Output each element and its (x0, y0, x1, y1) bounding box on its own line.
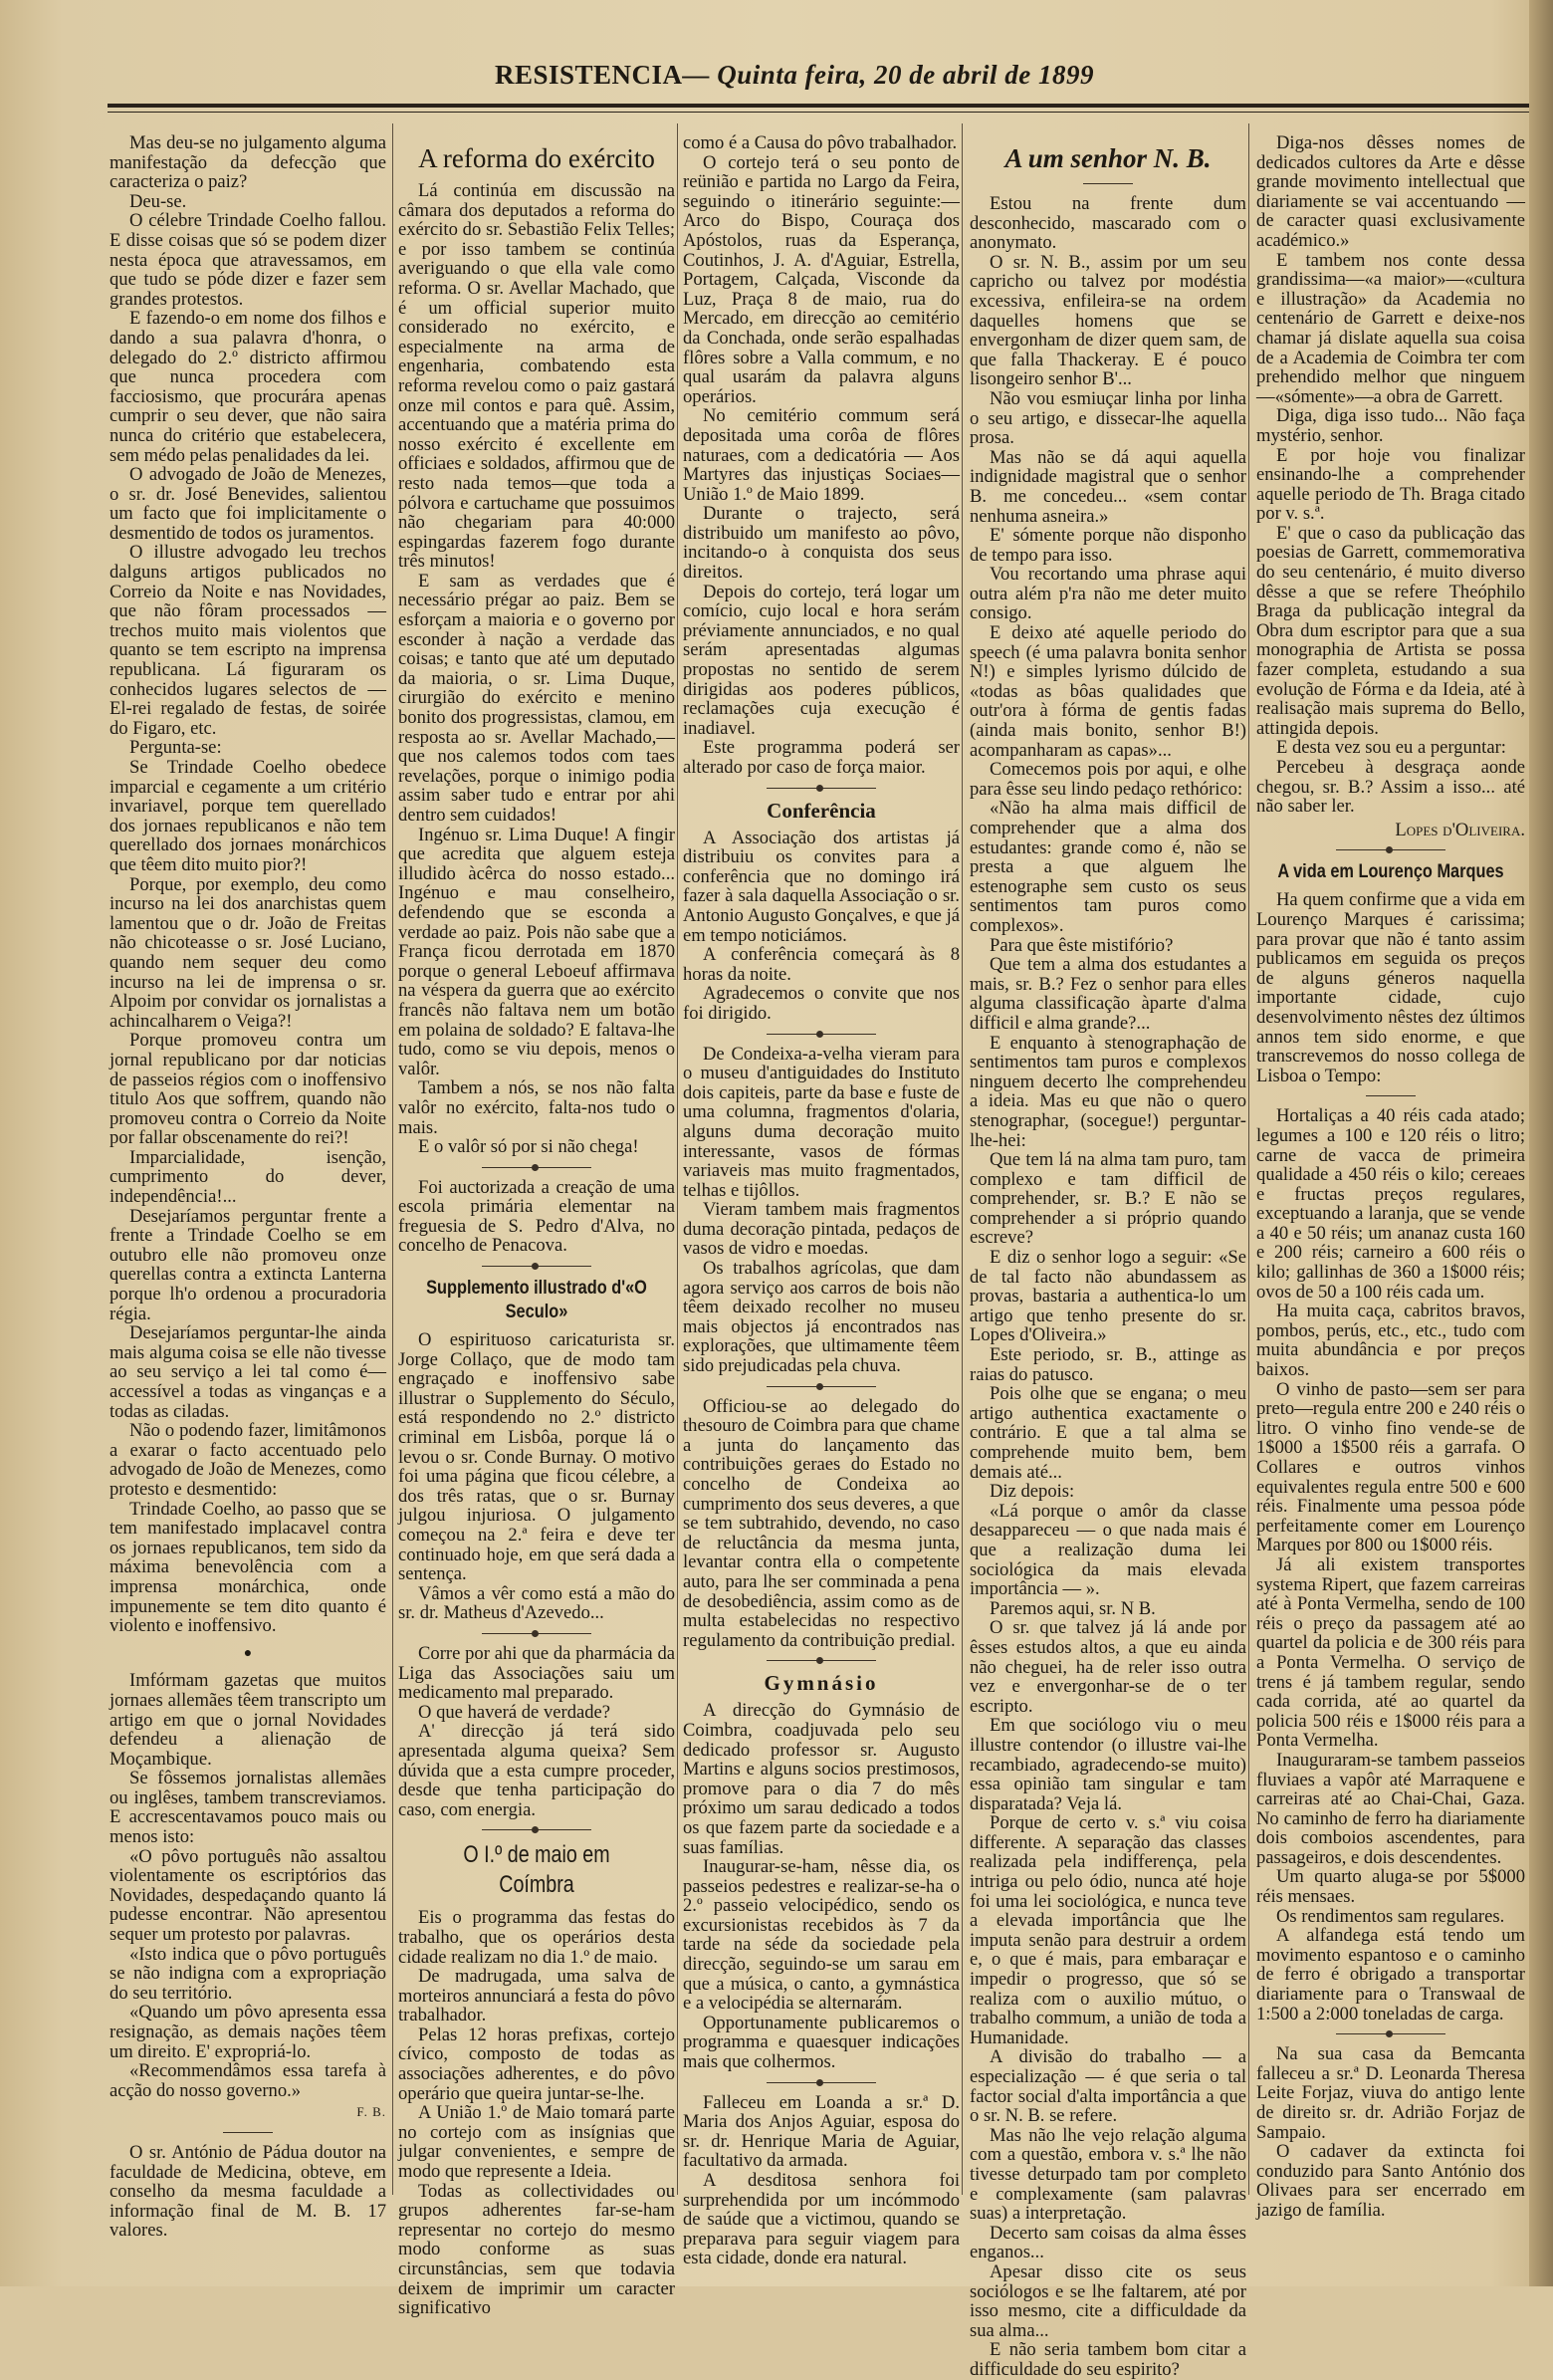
paragraph: Agradecemos o convite que nos foi dirigido. (683, 983, 960, 1024)
paragraph: Corre por ahi que da pharmácia da Liga das Associações saiu um medicamento mal preparado. (398, 1642, 675, 1704)
column-divider (962, 123, 963, 2195)
separator (767, 1034, 876, 1035)
masthead (108, 60, 1481, 91)
paragraph: O cortejo terá o seu ponto de reünião e partida no Largo da Feira, seguindo o itinerário seguinte:—Arco do Bispo, Couraça dos Apóstolos, ruas da Esperança, Coutinhos, J. A. d'Aguiar, Estrella, Portagem, Calçada, Visconde da Luz, Praça 8 de maio, rua do Mercado, em direcção ao cemitério da Conchada, onde serão espalhadas flôres sobre a Valla commum, e no qual usarám da palavra alguns operários. (683, 151, 960, 407)
paragraph: Opportunamente publicaremos o programma e quaesquer indicações mais que colhermos. (683, 2012, 960, 2073)
column-divider (392, 123, 393, 2195)
paragraph: No cemitério commum será depositada uma corôa de flôres naturaes, com a dedicatória — Aos Martyres das injustiças Sociaes— União 1.º de Maio 1899. (683, 405, 960, 505)
paragraph: O que haverá de verdade? (418, 1701, 611, 1723)
paragraph: «Não ha alma mais difficil de comprehender que a alma dos estudantes: grande como é, não se presta a que alguem lhe estenographe sem custo os seus sentimentos tam puros como complexos». (970, 798, 1246, 936)
paragraph: A' direcção já terá sido apresentada alguma queixa? Sem dúvida que a esta cumpre proceder, desde que tenha participação do caso, com energia. (398, 1721, 675, 1820)
paragraph: Inauguraram-se tambem passeios fluviaes a vapôr até Marraquene e carreiras até ao Chai-Chai, Gaza. No caminho de ferro ha diariamente dois comboios ascendentes, para passageiros, e dois descendentes. (1256, 1749, 1525, 1868)
paragraph: Deu-se. (129, 190, 187, 212)
paragraph: Durante o trajecto, será distribuido um manifesto ao pôvo, incitando-o à conquista dos seus direitos. (683, 503, 960, 584)
paragraph: Diga, diga isso tudo... Não faça mystério, senhor. (1256, 405, 1525, 446)
paragraph: Este programma poderá ser alterado por caso de força maior. (683, 737, 960, 778)
paragraph: Imparcialidade, isenção, cumprimento do dever, independência!... (110, 1146, 386, 1208)
paragraph: A alfandega está tendo um movimento espantoso e o caminho de ferro é obrigado a transportar diariamente para o Transwaal de 1:500 a 2:000 toneladas de carga. (1256, 1925, 1525, 2024)
article-signature: Lopes d'Oliveira. (1395, 819, 1525, 840)
separator (1366, 1095, 1416, 1096)
column-4 (970, 133, 1246, 2380)
paragraph: E diz o senhor logo a seguir: «Se de tal facto não abundassem as provas, bastaria a authentica-lo um artigo que tenho presente do sr. Lopes d'Oliveira.» (970, 1247, 1246, 1346)
paragraph: Vieram tambem mais fragmentos duma decoração pintada, pedaços de vasos de vidro e moedas. (683, 1199, 960, 1260)
paragraph: Os rendimentos sam regulares. (1276, 1905, 1505, 1927)
paragraph: Diz depois: (990, 1481, 1075, 1503)
paragraph: O advogado de João de Menezes, o sr. dr. José Benevides, salientou um facto que foi implicitamente o desmentido de todos os juramentos. (110, 464, 386, 544)
paragraph: O vinho de pasto—sem ser para preto—regula entre 200 e 240 réis o litro. O vinho fino vende-se de 1$000 a 1$500 réis a garrafa. O Collares e outros vinhos equivalentes regula entre 500 e 600 réis. Finalmente uma pessoa póde perfeitamente comer em Lourenço Marques por 800 ou 1$000 réis. (1256, 1378, 1525, 1556)
paragraph: «Quando um pôvo apresenta essa resignação, as demais nações têem um direito. E' expropriá-lo. (110, 2002, 386, 2062)
paragraph: De Condeixa-a-velha vieram para o museu d'antiguidades do Instituto dois capiteis, parte da base e fuste de uma columna, fragmentos d'olaria, alguns duma decoração muito interessante, vasos de fórmas variaveis mas muito fragmentados, telhas e tijôllos. (683, 1043, 960, 1201)
separator (767, 1660, 876, 1661)
column-2 (398, 133, 675, 2319)
paragraph: Já ali existem transportes systema Ripert, que fazem carreiras até à Ponta Vermelha, sendo de 100 réis o preço da passagem até ao quartel da policia e de 300 réis para a Ponta Vermelha. O serviço de trens é já tambem regular, sendo cada corrida, até ao quartel da policia 500 réis e 1$000 réis para a Ponta Vermelha. (1256, 1553, 1525, 1752)
paragraph: Pois olhe que se engana; o meu artigo authentica exactamente o contrário. E que a tal alma se comprehende muito bem, bem demais até... (970, 1383, 1246, 1483)
paragraph: Vou recortando uma phrase aqui outra além p'ra não me deter muito consigo. (970, 564, 1246, 624)
masthead-rule (108, 104, 1543, 108)
paragraph: A divisão do trabalho — a especialização — é que seria o tal factor social d'alta importância a que o sr. N. B. se refere. (970, 2046, 1246, 2127)
column-1 (110, 132, 386, 2242)
paragraph: A Associação dos artistas já distribuiu os convites para a conferência que no domingo irá fazer à sala daquella Associação o sr. Antonio Augusto Gonçalves, e que já em tempo noticiámos. (683, 827, 960, 946)
paragraph: Officiou-se ao delegado do thesouro de Coimbra para que chame a junta do lançamento das contribuições geraes do Estado no concelho de Condeixa ao cumprimento dos seus deveres, a que se tem subtrahido, devendo, no caso de reluctância da mesma junta, levantar contra ella o competente auto, para lhe ser comminada a pena de desobediência, assim como as de multa estabelecidas no respectivo regulamento da contribuição predial. (683, 1395, 960, 1651)
paragraph: Todas as collectividades ou grupos adherentes far-se-ham representar no cortejo do mesmo modo conforme as suas circunstâncias, sem que todavia deixem de imprimir um caracter significativo (398, 2180, 675, 2319)
paragraph: De madrugada, uma salva de morteiros annunciará a festa do pôvo trabalhador. (398, 1966, 675, 2026)
paragraph: E enquanto à stenographação de sentimentos tam puros e complexos ninguem decerto lhe comprehendeu a ideia. Mas eu que não o quero stenographar, (socegue!) perguntar-lhe-hei: (970, 1032, 1246, 1151)
separator (223, 2132, 273, 2133)
paragraph: Desejaríamos perguntar frente a frente a Trindade Coelho se em outubro elle não promoveu onze querellas contra a extincta Lanterna porque lh'o ordenou a procuradoria régia. (110, 1205, 386, 1324)
paragraph: Eis o programma das festas do trabalho, que os operários desta cidade realizam no dia 1.º de maio. (398, 1907, 675, 1968)
paragraph: Este periodo, sr. B., attinge as raias do patusco. (970, 1344, 1246, 1385)
paragraph: Estou na frente dum desconhecido, mascarado com o anonymato. (970, 193, 1246, 254)
separator (1336, 849, 1445, 850)
separator (1083, 183, 1133, 184)
paragraph: Trindade Coelho, ao passo que se tem manifestado implacavel contra os jornaes republicanos, tem sido da máxima benevolência com a imprensa monárchica, onde impunemente se tem dito quanto é violento e inoffensivo. (110, 1498, 386, 1637)
column-divider (677, 123, 678, 2195)
page-edge (1529, 0, 1553, 2286)
paragraph: Que tem lá na alma tam puro, tam complexo e tam difficil de comprehender, sr. B.? E não se comprehender a si próprio quando escreve? (970, 1149, 1246, 1249)
separator (767, 788, 876, 789)
headline-gymnasio: Gymnásio (764, 1671, 879, 1696)
paragraph: como é a Causa do pôvo trabalhador. (683, 132, 958, 153)
paragraph: O sr. que talvez já lá ande por êsses estudos altos, a que eu ainda não cheguei, ha de reler isso outra vez e envergonhar-se de o ter escripto. (970, 1617, 1246, 1717)
issue-date: — Quinta feira, 20 de abril de 1899 (682, 60, 1095, 90)
paragraph: Um quarto aluga-se por 5$000 réis mensaes. (1256, 1866, 1525, 1908)
paragraph: «Lá porque o amôr da classe desappareceu — o que nada mais é que a realização duma lei sociológica da mais elevada importância — ». (970, 1500, 1246, 1600)
headline-supplemento: Supplemento illustrado d'«O Seculo» (426, 1278, 647, 1323)
paragraph: Para que êste mistifório? (990, 934, 1174, 956)
paragraph: Desejaríamos perguntar-lhe ainda mais alguma coisa se elle não tivesse ao seu serviço a lei tal como é—accessível a todas as vinganças e a todas as ciladas. (110, 1322, 386, 1422)
column-divider (1248, 123, 1249, 2195)
paragraph: Mas deu-se no julgamento alguma manifestação da defecção que caracteriza o paiz? (110, 132, 386, 193)
section-dot: ● (243, 1645, 253, 1661)
paragraph: «O pôvo português não assaltou violentamente os escriptórios das Novidades, despedaçando quanto lá pudesse encontrar. Não apresentou sequer um protesto por palavras. (110, 1845, 386, 1946)
paragraph: E o valôr só por si não chega! (418, 1136, 639, 1158)
paragraph: Falleceu em Loanda a sr.ª D. Maria dos Anjos Aguiar, esposa do sr. dr. Henrique Maria de Aguiar, facultativo da armada. (683, 2091, 960, 2172)
paragraph: Em que sociólogo viu o meu illustre contendor (o illustre vai-lhe recambiado, agradecendo-se muito) essa opinião tam singular e tam disparatada? Veja lá. (970, 1715, 1246, 1814)
paragraph: Apesar disso cite os seus sociólogos e se lhe faltarem, até por isso mesmo, cite a difficuldade da sua alma... (970, 2261, 1246, 2341)
paragraph: Porque de certo v. s.ª viu coisa differente. A separação das classes realizada pela indifferença, pela intriga ou pelo ódio, nunca até hoje foi uma lei sociológica, e nunca teve a elevada importância que lhe imputa senão para destruir a ordem e, o que é mais, para embaraçar e impedir o progresso, que só se realiza com o auxilio mútuo, o trabalho commum, a união de toda a Humanidade. (970, 1812, 1246, 2048)
separator (482, 1167, 591, 1168)
paragraph: Que tem a alma dos estudantes a mais, sr. B.? Fez o senhor para elles alguma classificação àparte d'alma difficil e alma grande?... (970, 954, 1246, 1034)
column-5 (1256, 132, 1525, 2221)
paragraph: E tambem nos conte dessa grandissima—«a maior»—«cultura e illustração» da Academia no centenário de Garrett e deixe-nos chamar já dislate aquella sua coisa de a Academia de Coimbra ter com prehendido melhor que ninguem—«sómente»—a obra de Garrett. (1256, 249, 1525, 407)
paragraph: E deixo até aquelle periodo do speech (é uma palavra bonita senhor N!) e simples lyrismo dúlcido de «todas as bôas qualidades que outr'ora à fórma de gentis fadas (ainda mais bonito, senhor B!) acompanharam as capas»... (970, 622, 1246, 761)
paragraph: Vâmos a vêr como está a mão do sr. dr. Matheus d'Azevedo... (398, 1582, 675, 1624)
paragraph: A União 1.º de Maio tomará parte no cortejo com as insígnias que julgar convenientes, e sempre de modo que represente a Ideia. (398, 2102, 675, 2183)
paragraph: A direcção do Gymnásio de Coimbra, coadjuvada pelo seu dedicado professor sr. Augusto Martins e alguns socios prestimosos, promove para o dia 7 do mês próximo um sarau dedicado a todos os que fazem parte da sociedade e a suas famílias. (683, 1700, 960, 1858)
paragraph: O célebre Trindade Coelho fallou. E disse coisas que só se podem dizer nesta época que atravessamos, em que tudo se póde dizer e fazer sem grandes protestos. (110, 210, 386, 310)
paragraph: Diga-nos dêsses nomes de dedicados cultores da Arte e dêsse grande movimento intellectual que diariamente se vai accentuando — de caracter quasi exclusivamente académico.» (1256, 132, 1525, 251)
paragraph: E' sómente porque não disponho de tempo para isso. (970, 525, 1246, 566)
headline-reforma: A reforma do exército (418, 143, 655, 173)
paragraph: O illustre advogado leu trechos dalguns artigos publicados no Correio da Noite e nas Novidades, que não fôram processados — trechos muito mais violentos que quanto se tem escripto na imprensa republicana. Lá figuraram os conhecidos lugares selectos de — El-rei regalado de festas, de soirée do Figaro, etc. (110, 542, 386, 739)
separator (482, 1633, 591, 1634)
paragraph: Paremos aqui, sr. N B. (990, 1597, 1156, 1619)
paragraph: A desditosa senhora foi surprehendida por um incómmodo de saúde que a victimou, quando se preparava para seguir viagem para esta cidade, donde era natural. (683, 2170, 960, 2269)
paragraph: E fazendo-o em nome dos filhos e dando a sua palavra d'honra, o delegado do 2.º districto affirmou que nunca procedera com facciosismo, que procurára apenas cumprir o seu dever, que não saira nunca do critério que estabelecera, sem médo pelas penalidades da lei. (110, 308, 386, 466)
separator (767, 1386, 876, 1387)
headline-um-senhor: A um senhor N. B. (1004, 143, 1212, 173)
headline-primeiro-maio: O I.º de maio em Coímbra (463, 1841, 610, 1899)
separator (1336, 2033, 1445, 2034)
paragraph: Percebeu à desgraça aonde chegou, sr. B.? Assim a isso... até não saber ler. (1256, 757, 1525, 818)
paragraph: Se Trindade Coelho obedece imparcial e cegamente a um critério invariavel, porque tem querellado dos jornaes republicanos e não tem querellado dos jornaes monárchicos que têem dito muito pior?! (110, 757, 386, 875)
separator (482, 1829, 591, 1830)
paragraph: Na sua casa da Bemcanta falleceu a sr.ª D. Leonarda Theresa Leite Forjaz, viuva do antigo lente de direito sr. dr. Adrião Forjaz de Sampaio. (1256, 2043, 1525, 2143)
paragraph: Ingénuo sr. Lima Duque! A fingir que acredita que alguem esteja illudido àcêrca do nosso estado... Ingénuo e mau conselheiro, defendendo que se esconda a verdade ao paiz. Pois não sabe que a França ficou derrotada em 1870 porque o general Leboeuf affirmava na véspera da guerra que ao exército francês não faltava nem um botão em polaina de soldado? E faltava-lhe tudo, como se viu depois, menos o valôr. (398, 824, 675, 1079)
paragraph: Porque, por exemplo, deu como incurso na lei dos anarchistas quem lamentou que o dr. João de Freitas não chicoteasse o sr. José Luciano, quando nem sequer deu como incurso na lei de imprensa o sr. Alpoim por convidar os jornalistas a achincalharem o Veiga?! (110, 873, 386, 1032)
paragraph: E' que o caso da publicação das poesias de Garrett, commemorativa do seu centenário, é muito diverso dêsse a que se refere Theóphilo Braga da publicação integral da Obra dum escriptor para que a sua monographia de Artista se possa fazer completa, estudando a sua evolução de Fórma e da Ideia, até à realisação mais suprema do Bello, attingida depois. (1256, 522, 1525, 739)
masthead-rule-thin (108, 112, 1543, 113)
paragraph: O sr. António de Pádua doutor na faculdade de Medicina, obteve, em conselho da mesma faculdade a informação final de M. B. 17 valores. (110, 2141, 386, 2242)
paragraph: A conferência começará às 8 horas da noite. (683, 944, 960, 985)
paragraph: Inaugurar-se-ham, nêsse dia, os passeios pedestres e realizar-se-ha o 2.º passeio velocipédico, sendo os excursionistas recebidos às 7 da tarde na séde da sociedade pela direcção, seguindo-se um sarau em que a música, o canto, a gymnástica e a velocipédia se alternarám. (683, 1856, 960, 2015)
paragraph: Os trabalhos agrícolas, que dam agora serviço aos carros de bois não têem deixado recolher no museu mais objectos já encontrados nas explorações, que ultimamente têem sido prejudicadas pela chuva. (683, 1258, 960, 1377)
paragraph: O sr. N. B., assim por um seu capricho ou talvez por modéstia excessiva, enfileira-se na ordem daquelles homens que se envergonham de dizer quem sam, de que falla Thackeray. E é pouco lisongeiro senhor B'... (970, 251, 1246, 390)
article-signature: F. B. (356, 2104, 386, 2120)
paragraph: Pelas 12 horas prefixas, cortejo cívico, composto de todas as associações adherentes, e do pôvo operário que queira juntar-se-lhe. (398, 2023, 675, 2104)
paragraph: Ha muita caça, cabritos bravos, pombos, perús, etc., etc., tudo com muita abundância e por preços baixos. (1256, 1301, 1525, 1381)
paragraph: E por hoje vou finalizar ensinando-lhe a comprehender aquelle periodo de Th. Braga citado por v. s.ª. (1256, 444, 1525, 525)
paragraph: Comecemos pois por aqui, e olhe para êsse seu lindo pedaço rethórico: (970, 759, 1246, 800)
paragraph: O espirituoso caricaturista sr. Jorge Collaço, que de modo tam engraçado e inoffensivo sabe illustrar o Supplemento do Século, está respondendo no 2.º districto criminal em Lisbôa, porque lá o levou o sr. Conde Burnay. O motivo foi uma página que ficou célebre, a dos três ratas, que o sr. Burnay julgou injuriosa. O julgamento começou na 2.ª feira e deve ter continuado hoje, em que será dada a sentença. (398, 1329, 675, 1585)
paragraph: Tambem a nós, se nos não falta valôr no exército, falta-nos tudo o mais. (398, 1077, 675, 1138)
separator (767, 2082, 876, 2083)
paragraph: Não o podendo fazer, limitâmonos a exarar o facto accentuado pelo advogado de João de Menezes, como protesto e desmentido: (110, 1420, 386, 1500)
paragraph: Não vou esmiuçar linha por linha o seu artigo, e dissecar-lhe aquella prosa. (970, 387, 1246, 449)
separator (482, 1266, 591, 1267)
paragraph: Lá continúa em discussão na câmara dos deputados a reforma do exército do sr. Sebastião Felix Telles; e por isso tambem se continúa averiguando o que ella vale como reforma. O sr. Avellar Machado, que é um official superior muito considerado no exército, e especialmente na arma de engenharia, combatendo esta reforma revelou como o paiz gastará onze mil contos e para quê. Assim, accentuando que a matéria prima do nosso exército é excellente em officiaes e soldados, affirmou que de resto nada temos—que toda a pólvora e cartuchame que possuimos não chegariam para 40:000 espingardas fazerem fogo durante três minutos! (398, 180, 675, 573)
paper-name: RESISTENCIA (494, 60, 683, 90)
paragraph: E não seria tambem bom citar a difficuldade do seu espirito? (970, 2339, 1246, 2380)
paragraph: Mas não lhe vejo relação alguma com a questão, embora v. s.ª lhe não tivesse deturpado tam por completo e complexamente (sam palavras suas) a interpretação. (970, 2124, 1246, 2225)
paragraph: «Recommendâmos essa tarefa à acção do nosso governo.» (110, 2060, 386, 2101)
paragraph: Decerto sam coisas da alma êsses enganos... (970, 2222, 1246, 2263)
paragraph: Pergunta-se: (129, 737, 222, 759)
paragraph: Hortaliças a 40 réis cada atado; legumes a 100 e 120 réis o litro; carne de vacca de primeira qualidade a 450 réis o kilo; cereaes e fructas preços regulares, exceptuando a laranja, que se vende a 40 e 50 réis; um ananaz custa 160 e 200 réis; carneiro a 600 réis o kilo; gallinhas de 360 a 1$000 réis; ovos de 50 a 100 réis cada um. (1256, 1105, 1525, 1303)
paragraph: Imfórmam gazetas que muitos jornaes allemães têem transcripto um artigo em que o jornal Novidades defendeu a alienação de Moçambique. (110, 1670, 386, 1770)
paragraph: Foi auctorizada a creação de uma escola primária elementar na freguesia de S. Pedro d'Alva, no concelho de Penacova. (398, 1176, 675, 1257)
column-3 (683, 132, 960, 2269)
paragraph: Depois do cortejo, terá logar um comício, cujo local e hora serám préviamente annunciados, e no qual serám apresentadas algumas propostas no sentido de serem dirigidas aos poderes públicos, reclamações cuja execução é inadiavel. (683, 581, 960, 739)
paragraph: O cadaver da extincta foi conduzido para Santo António dos Olivaes para ser encerrado em jazigo de família. (1256, 2141, 1525, 2221)
paragraph: E desta vez sou eu a perguntar: (1276, 737, 1506, 759)
paragraph: Mas não se dá aqui aquella indignidade magistral que o senhor B. me concedeu... «sem contar nenhuma asneira.» (970, 446, 1246, 527)
paragraph: Porque promoveu contra um jornal republicano por dar noticias de passeios régios com o inoffensivo titulo Aos que soffrem, quando não promoveu contra o Correio da Noite por fallar obscenamente do rei?! (110, 1030, 386, 1149)
headline-lourenco-marques: A vida em Lourenço Marques (1277, 861, 1504, 883)
paragraph: E sam as verdades que é necessário prégar ao paiz. Bem se esforçam a maioria e o governo por esconder à nação a verdade das coisas; e tanto que até um deputado da maioria, o sr. Lima Duque, cirurgião do exército e menino bonito dos progressistas, clamou, em resposta ao sr. Avellar Machado,—que nos calemos todos com taes revelações, porque o inimigo podia assim saber tudo e entrar por ahi dentro sem cuidados! (398, 570, 675, 826)
paragraph: Se fôssemos jornalistas allemães ou inglêses, tambem transcreviamos. E accrescentavamos pouco mais ou menos isto: (110, 1768, 386, 1848)
paragraph: «Isto indica que o pôvo português se não indigna com a expropriação do seu território. (110, 1943, 386, 2004)
paragraph: Ha quem confirme que a vida em Lourenço Marques é carissima; para provar que não é tanto assim publicamos em seguida os preços de alguns géneros naquella importante cidade, cujo desenvolvimento nêstes dez últimos annos tem sido enorme, e que transcrevemos do nosso collega de Lisboa o Tempo: (1256, 889, 1525, 1086)
headline-conferencia: Conferência (767, 798, 876, 823)
